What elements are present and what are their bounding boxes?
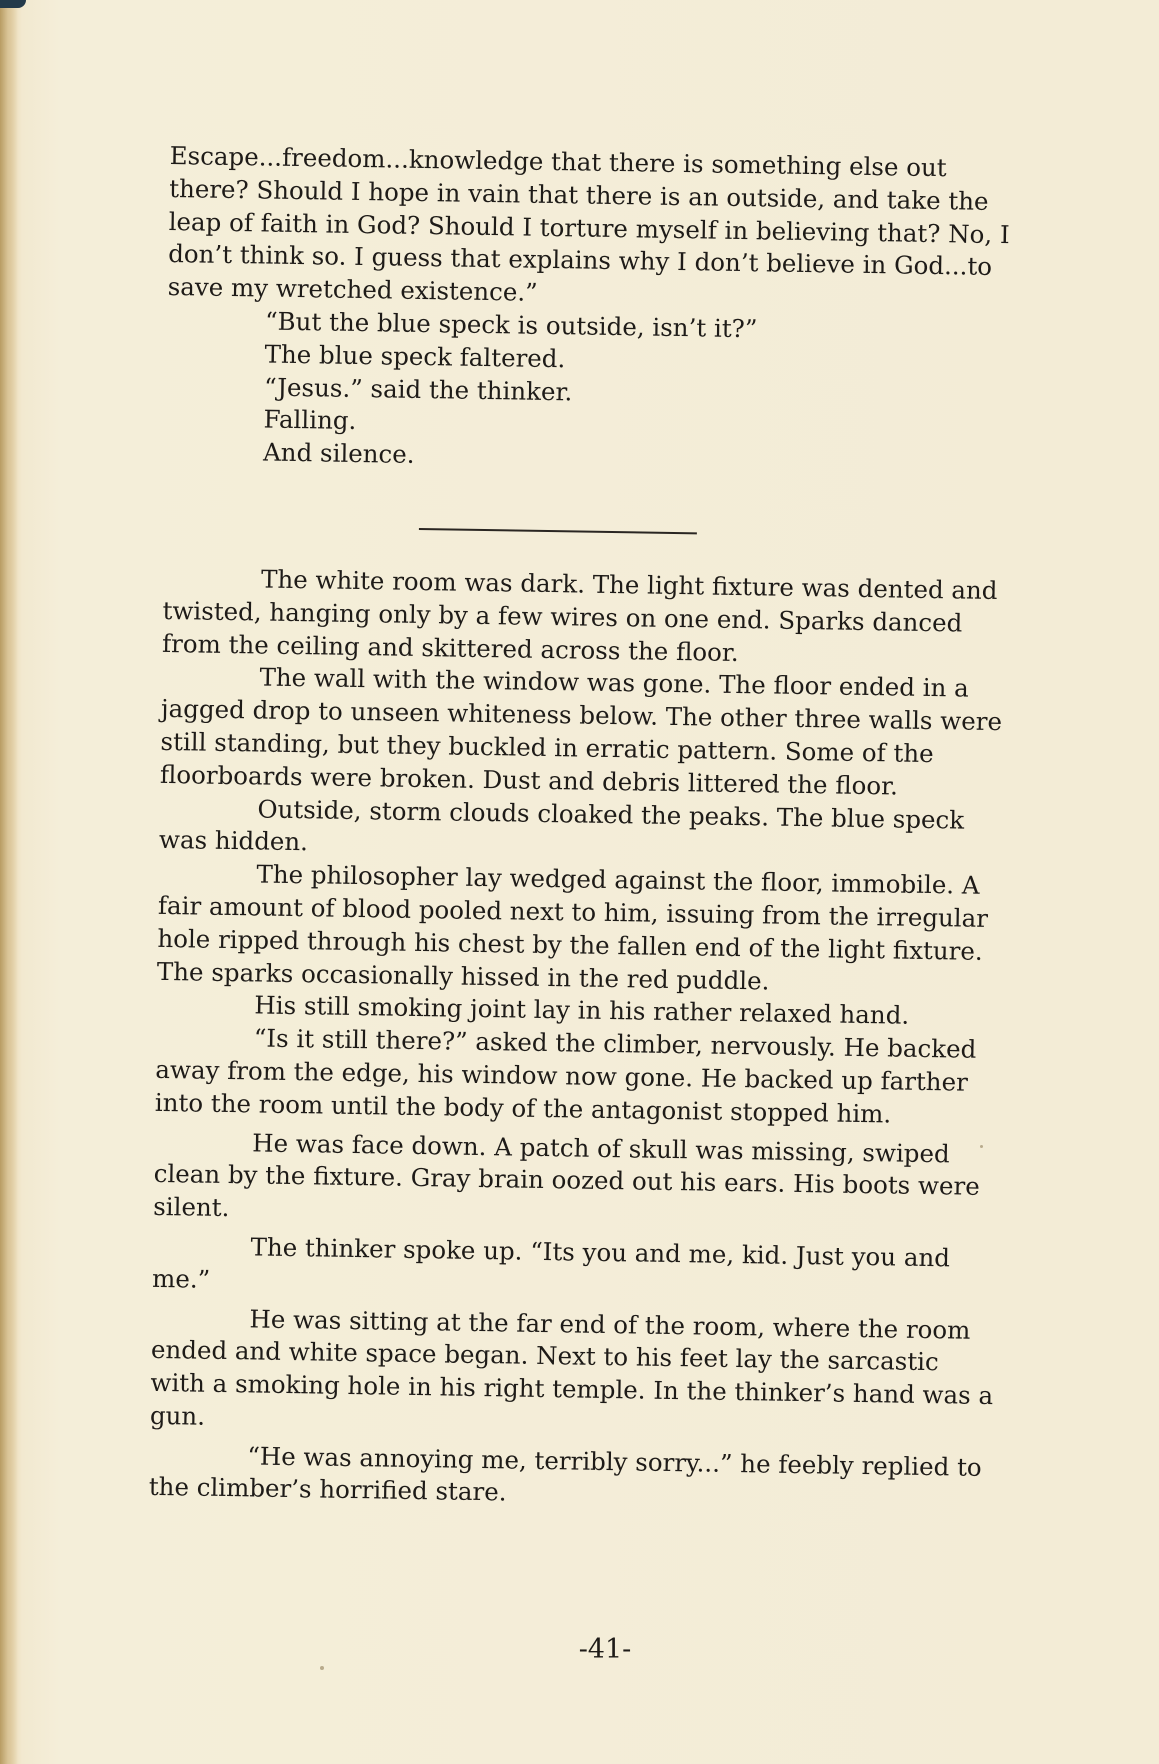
page-text-block xyxy=(149,140,1015,1517)
paper-speck xyxy=(980,1145,983,1148)
dialogue-line: Falling. xyxy=(263,404,357,436)
body-paragraph: He was sitting at the far end of the room, where the room ended and white space began. Next to his feet lay the sarcastic with a smoking hole in his right temple. In the thinker’s hand was a gun. xyxy=(149,1303,994,1431)
body-paragraph: “Is it still there?” asked the climber, nervously. He backed away from the edge, his window now gone. He backed up farther into the room until the body of the antagonist stopped him. xyxy=(154,1023,977,1129)
body-paragraph: The thinker spoke up. “Its you and me, kid. Just you and me.” xyxy=(151,1232,951,1294)
dialogue-line: “Jesus.” said the thinker. xyxy=(263,372,573,406)
dialogue-line: The blue speck faltered. xyxy=(264,339,566,374)
body-paragraph: The wall with the window was gone. The floor ended in a jagged drop to unseen whiteness below. The other three walls were still standing, but they buckled in erratic pattern. Some of the floorboards were broken. Dust and debris littered the floor. xyxy=(159,662,1003,801)
body-paragraph: The philosopher lay wedged against the floor, immobile. A fair amount of blood pooled next to him, issuing from the irregular hole ripped through his chest by the fallen end of the light fixture. The sparks occasionally hissed in the red puddle. xyxy=(156,859,989,996)
page-spine-shadow xyxy=(0,0,18,1764)
opening-paragraph: Escape...freedom...knowledge that there is something else out there? Should I hope in vain that there is an outside, and take the leap of faith in God? Should I torture myself in believing that? No, I don’t think so. I guess that explains why I don’t believe in God...to save my wretched existence.” xyxy=(167,140,1010,307)
section-divider xyxy=(419,528,697,534)
dialogue-lines xyxy=(165,304,1012,481)
page-number: -41- xyxy=(578,1634,632,1665)
body-paragraph: He was face down. A patch of skull was missing, swiped clean by the fixture. Gray brain oozed out his ears. His boots were silent. xyxy=(153,1127,980,1223)
paper-speck xyxy=(320,1666,324,1670)
body-paragraph: Outside, storm clouds cloaked the peaks. The blue speck was hidden. xyxy=(158,794,965,857)
corner-bookmark-mark xyxy=(0,0,26,8)
body-paragraph: His still smoking joint lay in his rather relaxed hand. xyxy=(254,990,910,1031)
dialogue-line: “But the blue speck is outside, isn’t it?” xyxy=(264,306,758,344)
dialogue-line: And silence. xyxy=(262,437,415,470)
body-paragraph: The white room was dark. The light fixture was dented and twisted, hanging only by a few wires on one end. Sparks danced from the ceiling and skittered across the floor. xyxy=(161,564,998,667)
body-paragraph: “He was annoying me, terribly sorry...” he feebly replied to the climber’s horrified stare. xyxy=(148,1441,982,1507)
